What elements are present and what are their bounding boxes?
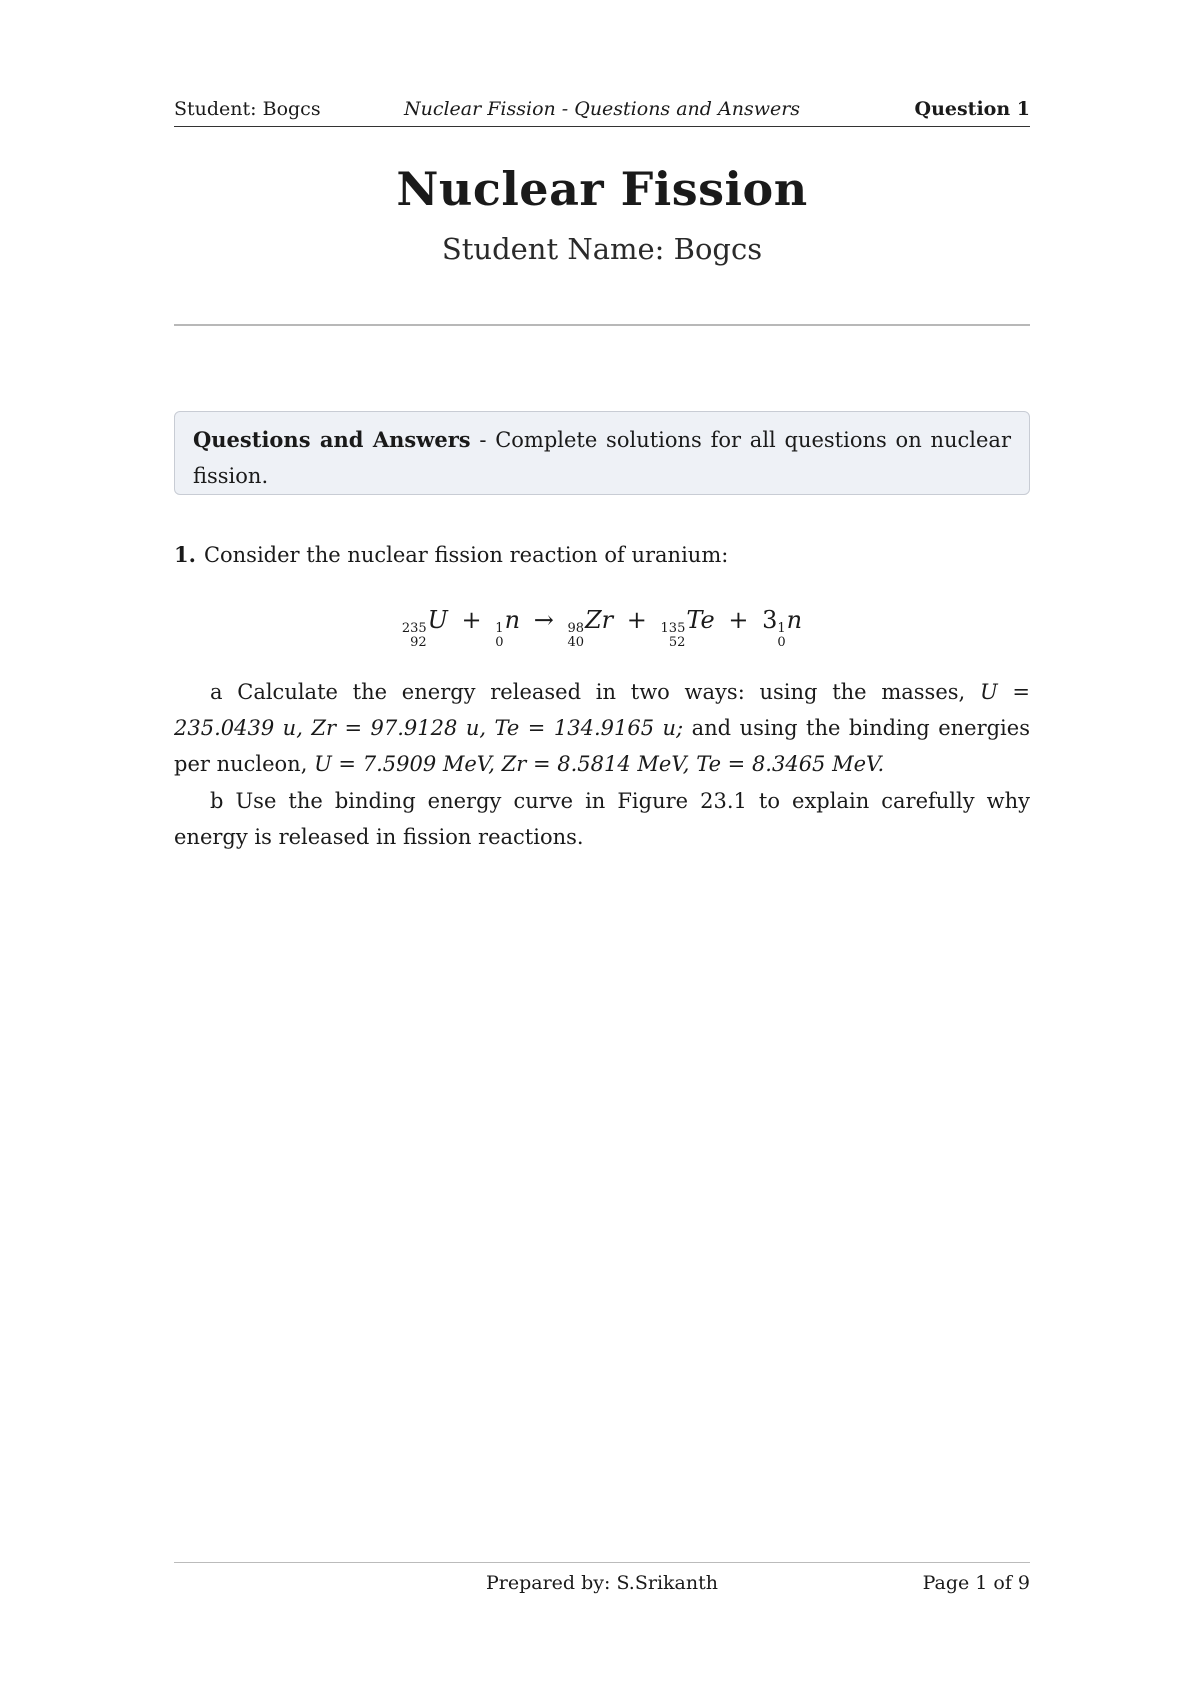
out-neutron-atomic-number: 0 bbox=[777, 635, 786, 650]
page-subtitle: Student Name: Bogcs bbox=[441, 232, 763, 266]
uranium-atomic-number: 92 bbox=[410, 635, 427, 650]
neutron-coefficient: 3 bbox=[762, 606, 778, 634]
zirconium-binding-energy: Zr = 8.5814 MeV, bbox=[501, 752, 690, 776]
nuclide-neutrons-out bbox=[762, 606, 802, 650]
title-divider bbox=[174, 324, 1030, 326]
nuclide-uranium bbox=[402, 606, 448, 650]
neutron-isotope-numbers bbox=[495, 622, 503, 650]
running-header bbox=[174, 98, 1030, 127]
neutron-symbol: n bbox=[504, 606, 521, 634]
zirconium-mass-value: Zr = 97.9128 u, bbox=[311, 716, 487, 740]
footer-divider bbox=[174, 1562, 1030, 1563]
tellurium-binding-energy: Te = 8.3465 MeV. bbox=[696, 752, 885, 776]
footer-page-number: Page 1 of 9 bbox=[922, 1572, 1030, 1594]
nuclide-zirconium bbox=[567, 606, 613, 650]
info-box-lead: Questions and Answers bbox=[193, 427, 471, 452]
zirconium-symbol: Zr bbox=[584, 606, 614, 634]
question-1 bbox=[174, 542, 1030, 567]
fission-equation bbox=[174, 606, 1030, 650]
header-question-label: Question 1 bbox=[914, 98, 1030, 120]
neutron-atomic-number: 0 bbox=[495, 635, 504, 650]
out-neutron-symbol: n bbox=[786, 606, 803, 634]
reaction-arrow: → bbox=[533, 606, 554, 634]
nuclide-tellurium bbox=[661, 606, 715, 650]
out-neutron-mass-number: 1 bbox=[777, 621, 786, 636]
info-box-text: - Complete solutions for all questions on nuclear fission. bbox=[193, 428, 1011, 488]
uranium-mass-number: 235 bbox=[401, 621, 427, 636]
question-text: Consider the nuclear fission reaction of uranium: bbox=[203, 543, 729, 567]
page-title: Nuclear Fission bbox=[396, 162, 808, 216]
footer-prepared-by: Prepared by: S.Srikanth bbox=[486, 1572, 718, 1594]
out-neutron-isotope-numbers bbox=[777, 622, 785, 650]
plus-sign: + bbox=[461, 606, 482, 634]
tellurium-isotope-numbers bbox=[661, 622, 686, 650]
nuclide-neutron-in bbox=[495, 606, 520, 650]
part-b: b Use the binding energy curve in Figure 23.1 to explain carefully why energy is released in fission reactions. bbox=[174, 789, 1030, 849]
tellurium-mass-number: 135 bbox=[660, 621, 686, 636]
header-running-title: Nuclear Fission - Questions and Answers bbox=[403, 98, 801, 120]
uranium-mass-value: U = 235.0439 u, bbox=[174, 680, 1030, 740]
header-student: Student: Bogcs bbox=[174, 98, 321, 120]
uranium-binding-energy: U = 7.5909 MeV, bbox=[314, 752, 495, 776]
uranium-isotope-numbers bbox=[402, 622, 427, 650]
tellurium-atomic-number: 52 bbox=[668, 635, 686, 650]
part-a bbox=[174, 674, 1030, 782]
plus-sign: + bbox=[728, 606, 749, 634]
part-a-intro: a Calculate the energy released in two ways: using the masses, bbox=[210, 680, 980, 704]
question-number: 1. bbox=[174, 542, 196, 567]
plus-sign: + bbox=[626, 606, 647, 634]
zirconium-mass-number: 98 bbox=[567, 621, 584, 636]
part-a-mid: and using the binding energies per nucleon, bbox=[174, 716, 1030, 776]
tellurium-mass-value: Te = 134.9165 u; bbox=[494, 716, 684, 740]
uranium-symbol: U bbox=[427, 606, 448, 634]
zirconium-atomic-number: 40 bbox=[567, 635, 584, 650]
zirconium-isotope-numbers bbox=[567, 622, 584, 650]
tellurium-symbol: Te bbox=[686, 606, 715, 634]
neutron-mass-number: 1 bbox=[495, 621, 504, 636]
info-box bbox=[174, 411, 1030, 495]
